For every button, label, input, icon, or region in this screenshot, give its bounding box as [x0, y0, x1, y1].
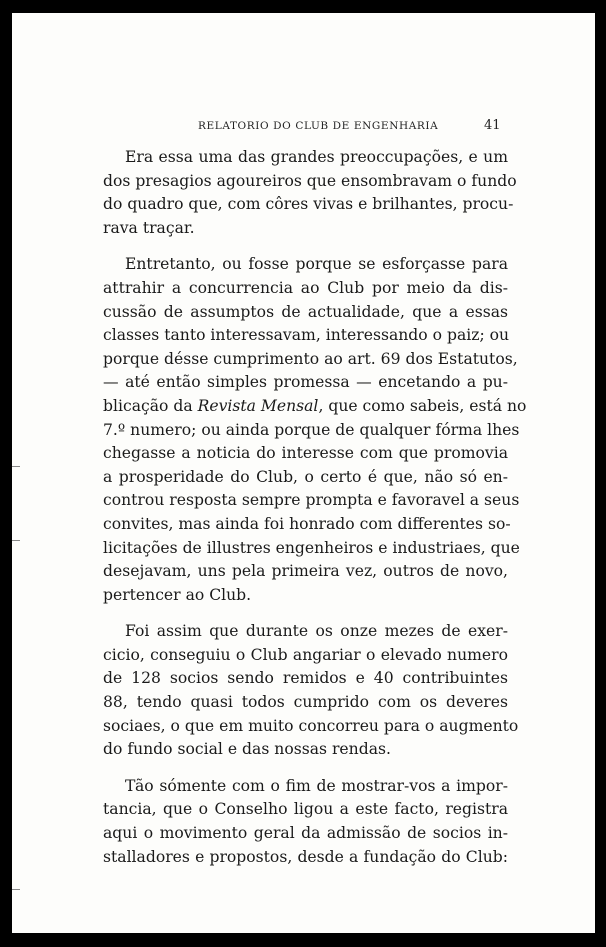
page-header [12, 120, 595, 138]
text-line: pertencer ao Club. [103, 585, 252, 604]
paragraph-1 [103, 146, 517, 240]
text-line: cussão de assumptos de actualidade, que a essas [103, 302, 508, 321]
text-line: convites, mas ainda foi honrado com differentes so- [103, 514, 511, 533]
text-line: dos presagios agoureiros que ensombravam o fundo [103, 171, 517, 190]
text-line: a prosperidade do Club, o certo é que, não só en- [103, 467, 508, 486]
text-line: rava traçar. [103, 218, 195, 237]
periodical-title: Revista Mensal [197, 396, 319, 415]
text-line: sociaes, o que em muito concorreu para o augmento [103, 716, 519, 735]
text-line: aqui o movimento geral da admissão de socios in- [103, 824, 508, 843]
text-line: Entretanto, ou fosse porque se esforçasse para [125, 255, 508, 274]
text-line: Foi assim que durante os onze mezes de exer- [125, 622, 508, 641]
text-line: Era essa uma das grandes preoccupações, e um [125, 148, 508, 166]
text-line: de 128 socios sendo remidos e 40 contribuintes [103, 669, 508, 688]
text-line: porque désse cumprimento ao art. 69 dos Estatutos, [103, 349, 518, 368]
text-line: chegasse a noticia do interesse com que promovia [103, 444, 508, 463]
running-head: RELATORIO DO CLUB DE ENGENHARIA [198, 120, 439, 132]
text-line: do fundo social e das nossas rendas. [103, 740, 391, 759]
paragraph-4 [103, 775, 508, 869]
paragraph-2 [103, 253, 527, 607]
page-body [103, 146, 527, 882]
book-page [12, 13, 595, 933]
page-edge-mark [12, 540, 20, 541]
text-line: Tão sómente com o fim de mostrar-vos a impor- [125, 776, 508, 795]
text-line: do quadro que, com côres vivas e brilhantes, procu- [103, 195, 514, 214]
text-line: classes tanto interessavam, interessando o paiz; ou [103, 326, 510, 345]
text-line: licitações de illustres engenheiros e industriaes, que [103, 538, 520, 557]
text-line: 88, tendo quasi todos cumprido com os deveres [103, 693, 508, 712]
text-line-with-title: blicação da Revista Mensal, que como sabeis, está no [103, 396, 527, 415]
page-edge-mark [12, 889, 20, 890]
text-line: 7.º numero; ou ainda porque de qualquer fórma lhes [103, 420, 520, 439]
text-line: cicio, conseguiu o Club angariar o elevado numero [103, 645, 508, 664]
paragraph-3 [103, 620, 519, 762]
text-line: — até então simples promessa — encetando a pu- [103, 373, 508, 392]
text-line: controu resposta sempre prompta e favoravel a seus [103, 491, 520, 510]
text-line: attrahir a concurrencia ao Club por meio da dis- [103, 278, 508, 297]
text-line: stalladores e propostos, desde a fundação do Club: [103, 847, 508, 866]
page-edge-mark [12, 466, 20, 467]
text-line: tancia, que o Conselho ligou a este facto, registra [103, 800, 508, 819]
text-line: desejavam, uns pela primeira vez, outros de novo, [103, 562, 508, 581]
page-number: 41 [484, 118, 501, 133]
